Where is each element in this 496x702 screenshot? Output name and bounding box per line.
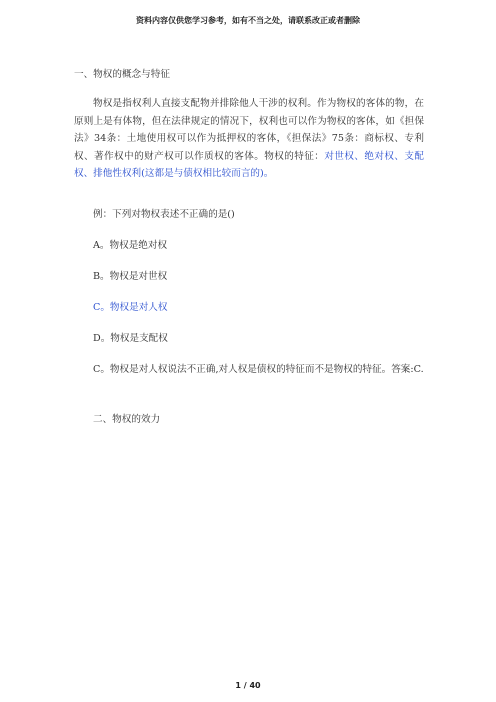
- paragraph-definition-text: 物权是指权利人直接支配物并排除他人干涉的权利。作为物权的客体的物，在原则上是有体物，但在法律规定的情况下，权利也可以作为物权的客体，如《担保法》34条：土地使用权可以作为抵押权的客体，《担保法》75条：商标权、专利权、著作权中的财产权可以作质权的客体。物权的特征：: [74, 98, 424, 162]
- page-header: 资料内容仅供您学习参考，如有不当之处，请联系改正或者删除: [136, 16, 360, 25]
- answer-explanation: C。物权是对人权说法不正确,对人权是债权的特征而不是物权的特征。答案:C.: [93, 364, 424, 375]
- question-text: 例：下列对物权表述不正确的是(): [93, 209, 235, 220]
- option-d: D。物权是支配权: [93, 333, 168, 344]
- paragraph-definition: [74, 95, 424, 183]
- section-title-1: 一、物权的概念与特征: [74, 69, 170, 80]
- option-b: B。物权是对世权: [93, 271, 168, 282]
- paragraph-definition-highlight: 对世权、绝对权、支配权、排他性权利(这都是与债权相比较而言的)。: [74, 150, 425, 179]
- section-title-2: 二、物权的效力: [93, 414, 161, 425]
- page-number: 1 / 40: [235, 681, 261, 690]
- option-c: C。物权是对人权: [93, 302, 168, 313]
- option-a: A。物权是绝对权: [93, 240, 168, 251]
